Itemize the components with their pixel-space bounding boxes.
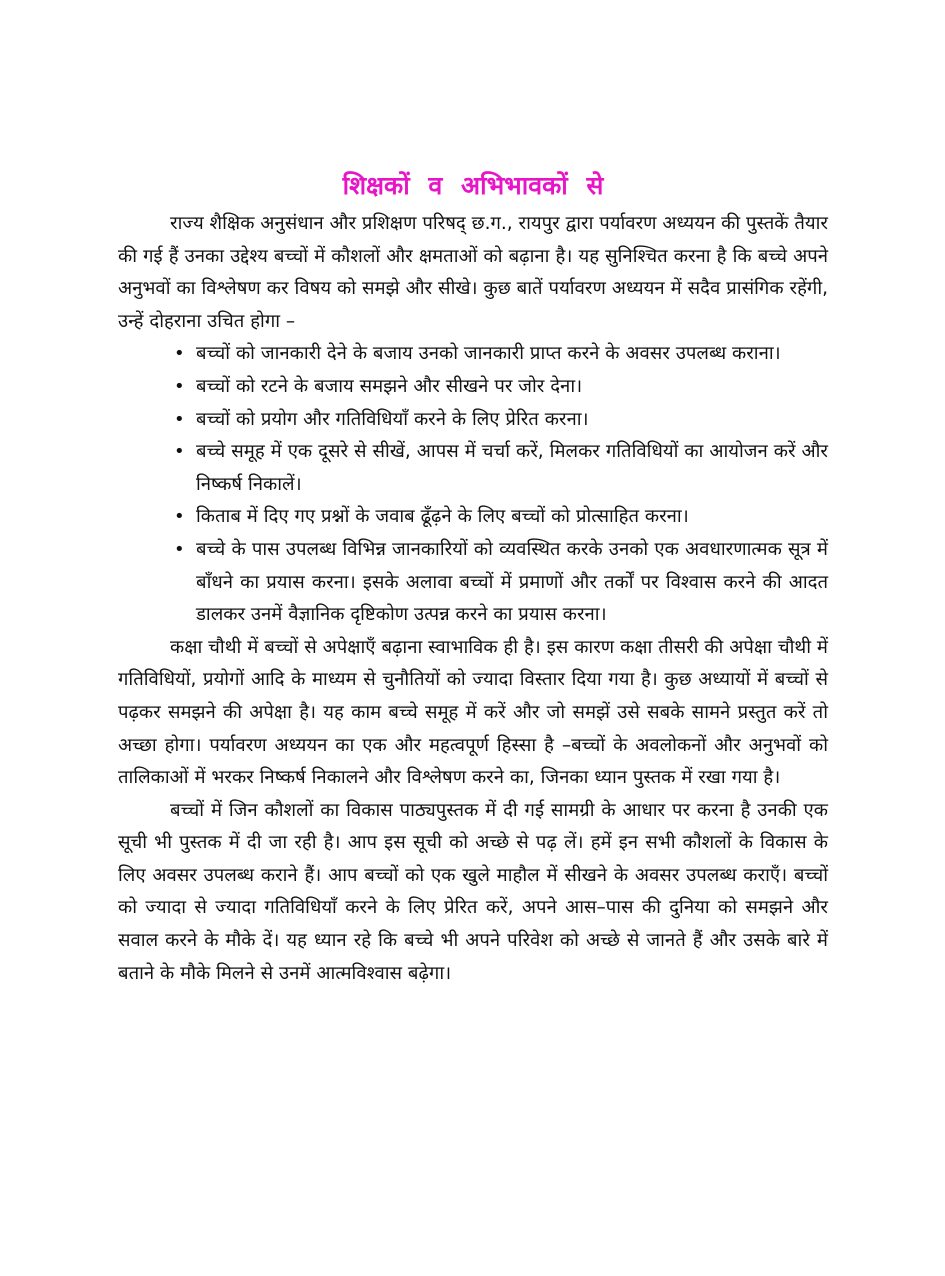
bullet-icon: • bbox=[174, 375, 185, 397]
skills-paragraph: बच्चों में जिन कौशलों का विकास पाठ्यपुस्तक में दी गई सामग्री के आधार पर करना है उनकी एक सूची भी पुस्तक में दी जा रही है। आप इस सूची को अच्छे से पढ़ लें। हमें इन सभी कौशलों के विकास के लिए अवसर उपलब्ध कराने हैं। आप बच्चों को एक खुले माहौल में सीखने के अवसर उपलब्ध कराएँ। बच्चों को ज्यादा से ज्यादा गतिविधियाँ करने के लिए प्रेरित करें, अपने आस–पास की दुनिया को समझने और सवाल करने के मौके दें। यह ध्यान रहे कि बच्चे भी अपने परिवेश को अच्छे से जानते हैं और उसके बारे में बताने के मौके मिलने से उनमें आत्मविश्वास बढ़ेगा। bbox=[118, 799, 828, 984]
bullet-icon: • bbox=[174, 506, 185, 528]
list-item bbox=[174, 436, 828, 501]
class-four-paragraph: कक्षा चौथी में बच्चों से अपेक्षाएँ बढ़ाना स्वाभाविक ही है। इस कारण कक्षा तीसरी की अपेक्षा चौथी में गतिविधियों, प्रयोगों आदि के माध्यम से चुनौतियों को ज्यादा विस्तार दिया गया है। कुछ अध्यायों में बच्चों से पढ़कर समझने की अपेक्षा है। यह काम बच्चे समूह में करें और जो समझें उसे सबके सामने प्रस्तुत करें तो अच्छा होगा। पर्यावरण अध्ययन का एक और महत्वपूर्ण हिस्सा है –बच्चों के अवलोकनों और अनुभवों को तालिकाओं में भरकर निष्कर्ष निकालने और विश्लेषण करने का, जिनका ध्यान पुस्तक में रखा गया है। bbox=[118, 636, 828, 789]
list-item-text: बच्चे के पास उपलब्ध विभिन्न जानकारियों को व्यवस्थित करके उनको एक अवधारणात्मक सूत्र में बाँधने का प्रयास करना। इसके अलावा बच्चों में प्रमाणों और तर्कों पर विश्वास करने की आदत डालकर उनमें वैज्ञानिक दृष्टिकोण उत्पन्न करने का प्रयास करना। bbox=[196, 538, 828, 626]
intro-paragraph: राज्य शैक्षिक अनुसंधान और प्रशिक्षण परिषद् छ.ग., रायपुर द्वारा पर्यावरण अध्ययन की पुस्तकें तैयार की गई हैं उनका उद्देश्य बच्चों में कौशलों और क्षमताओं को बढ़ाना है। यह सुनिश्चित करना है कि बच्चे अपने अनुभवों का विश्लेषण कर विषय को समझे और सीखे। कुछ बातें पर्यावरण अध्ययन में सदैव प्रासंगिक रहेंगी, उन्हें दोहराना उचित होगा – bbox=[118, 213, 828, 332]
list-item-text: किताब में दिए गए प्रश्नों के जवाब ढूँढ़ने के लिए बच्चों को प्रोत्साहित करना। bbox=[196, 506, 689, 528]
page-title: शिक्षकों व अभिभावकों से bbox=[342, 171, 604, 200]
list-item bbox=[174, 534, 828, 632]
list-item bbox=[174, 501, 828, 534]
list-item-text: बच्चों को रटने के बजाय समझने और सीखने पर जोर देना। bbox=[196, 375, 583, 397]
list-item-text: बच्चों को जानकारी देने के बजाय उनको जानकारी प्राप्त करने के अवसर उपलब्ध कराना। bbox=[196, 343, 781, 365]
page-content bbox=[118, 168, 828, 990]
list-item-text: बच्चे समूह में एक दूसरे से सीखें, आपस में चर्चा करें, मिलकर गतिविधियों का आयोजन करें और निष्कर्ष निकालें। bbox=[196, 441, 828, 495]
bullet-icon: • bbox=[174, 408, 185, 430]
bullet-icon: • bbox=[174, 343, 185, 365]
guideline-list bbox=[118, 338, 828, 631]
list-item bbox=[174, 338, 828, 371]
bullet-icon: • bbox=[174, 538, 185, 560]
list-item bbox=[174, 371, 828, 404]
bullet-icon: • bbox=[174, 441, 185, 463]
list-item-text: बच्चों को प्रयोग और गतिविधियाँ करने के लिए प्रेरित करना। bbox=[196, 408, 589, 430]
list-item bbox=[174, 404, 828, 437]
